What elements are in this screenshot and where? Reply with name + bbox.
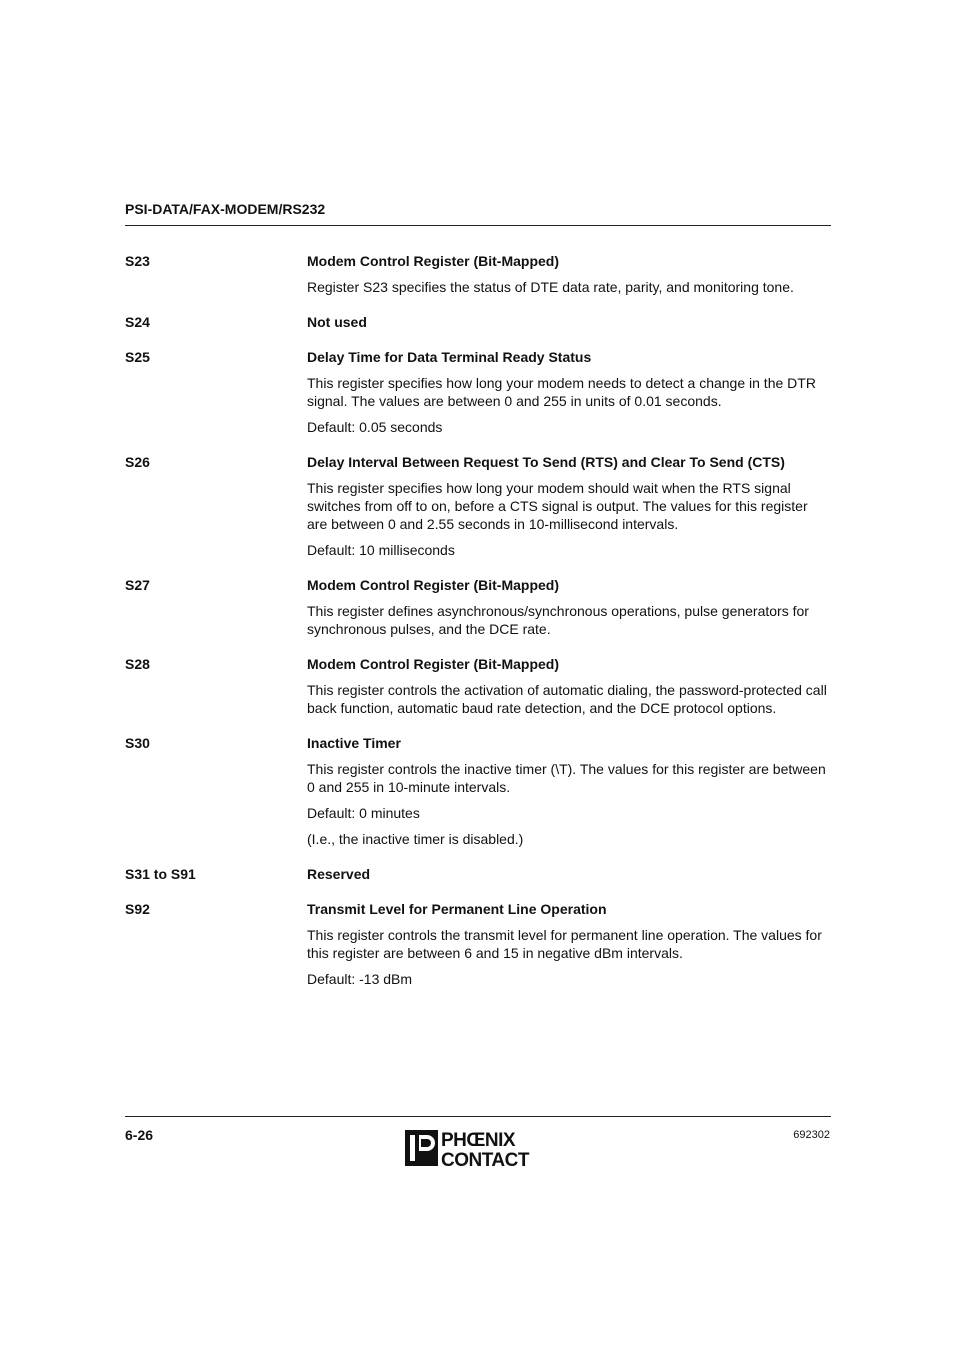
register-default: Default: 0.05 seconds [307, 419, 443, 435]
register-default: Default: 0 minutes [307, 805, 420, 821]
register-title: Not used [307, 314, 367, 330]
header-divider [125, 225, 831, 226]
register-title: Delay Interval Between Request To Send (RTS) and Clear To Send (CTS) [307, 454, 785, 470]
register-entry-s25 [125, 348, 831, 436]
register-id: S25 [125, 349, 150, 365]
register-id: S23 [125, 253, 150, 269]
svg-text:PHŒNIX: PHŒNIX [441, 1130, 516, 1151]
register-description: This register controls the transmit level for permanent line operation. The values for this register are between 6 and 15 in negative dBm intervals. [307, 927, 822, 961]
footer-divider [125, 1116, 831, 1117]
register-title: Reserved [307, 866, 371, 882]
svg-text:CONTACT: CONTACT [441, 1150, 529, 1168]
page-number: 6-26 [125, 1127, 154, 1143]
register-title: Inactive Timer [307, 735, 401, 751]
register-id: S30 [125, 735, 150, 751]
register-id: S24 [125, 314, 150, 330]
register-entry-s31-s91 [125, 865, 831, 883]
register-title: Modem Control Register (Bit-Mapped) [307, 253, 559, 269]
register-entry-s92 [125, 900, 831, 988]
register-title: Modem Control Register (Bit-Mapped) [307, 656, 559, 672]
register-description: This register specifies how long your modem should wait when the RTS signal switches from off to on, before a CTS signal is output. The values for this register are between 0 and 2.55 seconds in 10-millisecond intervals. [307, 480, 808, 532]
register-description: Register S23 specifies the status of DTE data rate, parity, and monitoring tone. [307, 279, 794, 295]
register-list [125, 252, 831, 1005]
register-default: Default: 10 milliseconds [307, 542, 455, 558]
register-id: S27 [125, 577, 150, 593]
register-title: Modem Control Register (Bit-Mapped) [307, 577, 559, 593]
register-title: Transmit Level for Permanent Line Operation [307, 901, 607, 917]
register-entry-s24 [125, 313, 831, 331]
phoenix-contact-logo [404, 1128, 552, 1168]
register-description: This register controls the inactive timer (\T). The values for this register are between 0 and 255 in 10-minute intervals. [307, 761, 826, 795]
register-entry-s30 [125, 734, 831, 848]
register-entry-s27 [125, 576, 831, 638]
register-entry-s28 [125, 655, 831, 717]
register-default: Default: -13 dBm [307, 971, 413, 987]
register-entry-s23 [125, 252, 831, 296]
register-id: S31 to S91 [125, 866, 196, 882]
document-header-title: PSI-DATA/FAX-MODEM/RS232 [125, 201, 326, 217]
register-entry-s26 [125, 453, 831, 559]
register-id: S92 [125, 901, 150, 917]
register-description: This register defines asynchronous/synchronous operations, pulse generators for synchronous pulses, and the DCE rate. [307, 603, 809, 637]
document-number: 692302 [793, 1129, 830, 1141]
register-description: This register specifies how long your modem needs to detect a change in the DTR signal. The values are between 0 and 255 in units of 0.01 seconds. [307, 375, 816, 409]
register-title: Delay Time for Data Terminal Ready Status [307, 349, 592, 365]
register-note: (I.e., the inactive timer is disabled.) [307, 831, 524, 847]
register-id: S26 [125, 454, 150, 470]
register-id: S28 [125, 656, 150, 672]
register-description: This register controls the activation of automatic dialing, the password-protected call back function, automatic baud rate detection, and the DCE protocol options. [307, 682, 827, 716]
